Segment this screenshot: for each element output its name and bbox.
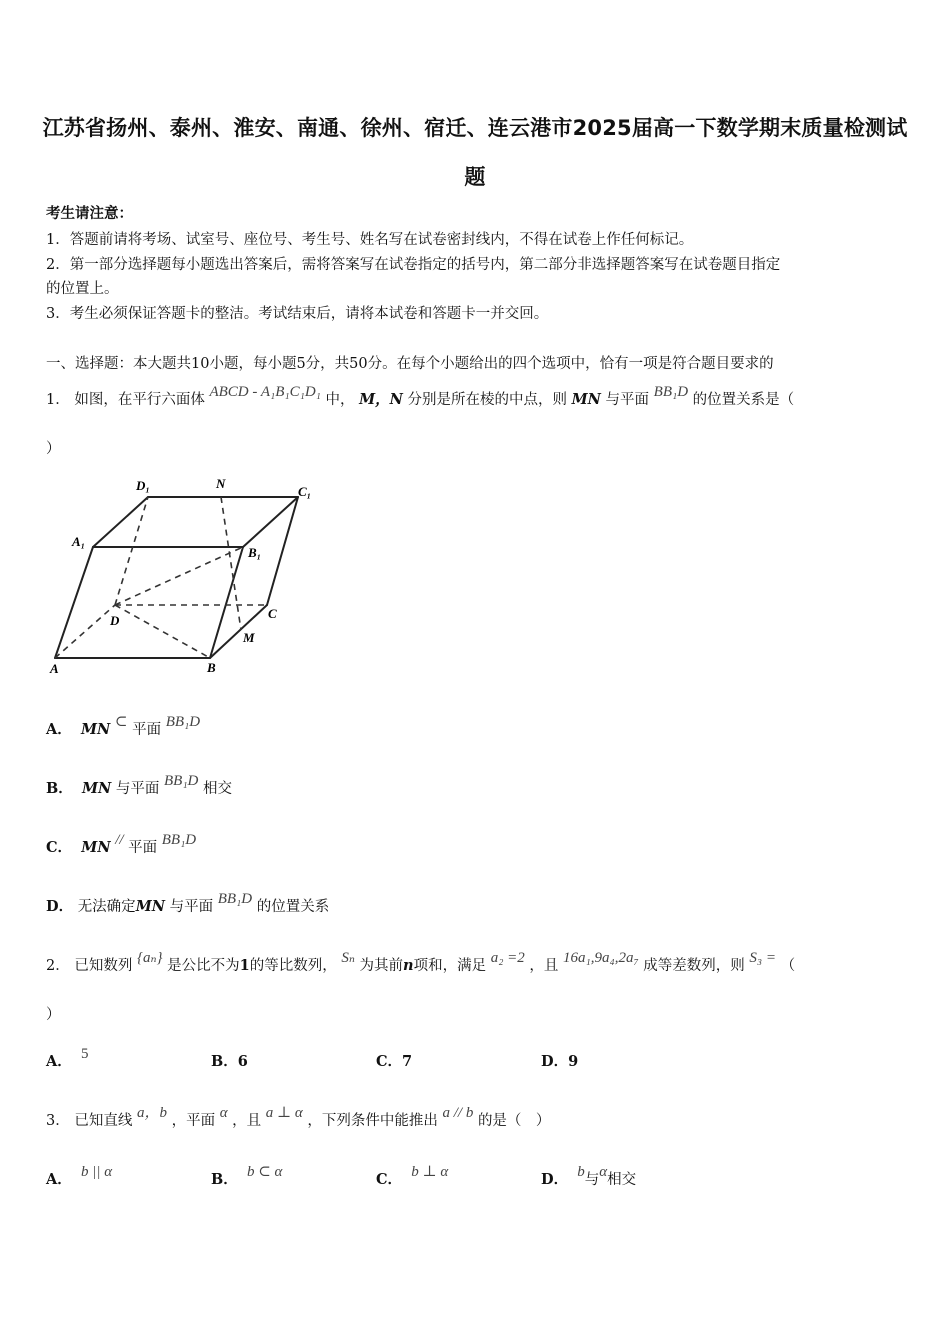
option-letter: D． bbox=[46, 898, 74, 915]
q2-math-sequence: {aₙ} bbox=[136, 950, 163, 966]
q3-option-a[interactable] bbox=[46, 1164, 113, 1189]
option-relation: ⊂ bbox=[114, 714, 128, 730]
q2-text: 为其前 bbox=[359, 958, 404, 974]
q3-math-lines: a，b bbox=[136, 1105, 167, 1121]
q1-text: M，N bbox=[359, 391, 403, 408]
q2-math-sum: Sₙ bbox=[341, 950, 355, 966]
option-value: 7 bbox=[402, 1053, 413, 1070]
label-M: M bbox=[243, 630, 255, 645]
label-A: A bbox=[50, 661, 59, 676]
q1-option-d[interactable] bbox=[46, 891, 330, 916]
q1-text: 与平面 bbox=[605, 392, 650, 408]
label-C: C bbox=[268, 606, 277, 621]
parallelepiped-figure bbox=[40, 470, 330, 680]
q2-text: ，且 bbox=[529, 958, 559, 974]
q2-text: 的等比数列， bbox=[249, 958, 337, 974]
q3-text: ，平面 bbox=[171, 1113, 216, 1129]
q2-option-c[interactable] bbox=[376, 1050, 412, 1071]
label-N: N bbox=[216, 476, 226, 491]
option-letter: B． bbox=[46, 780, 73, 797]
q2-text: 成等差数列，则 bbox=[643, 958, 745, 974]
option-letter: D． bbox=[541, 1171, 569, 1188]
option-letter: C． bbox=[46, 839, 73, 856]
q3-option-c[interactable] bbox=[376, 1164, 449, 1189]
q1-stem bbox=[46, 384, 795, 409]
q3-text: 的是（ ） bbox=[477, 1113, 551, 1129]
q3-option-b[interactable] bbox=[211, 1164, 283, 1189]
option-text: 平面 bbox=[132, 722, 162, 738]
option-math: b ⊥ α bbox=[411, 1164, 449, 1180]
option-text: 无法确定 bbox=[77, 899, 136, 915]
option-tail: 相交 bbox=[203, 781, 232, 797]
option-text: 与平面 bbox=[169, 899, 214, 915]
option-letter: A． bbox=[46, 721, 72, 738]
option-relation: // bbox=[115, 832, 124, 848]
q2-close-paren: ） bbox=[46, 1007, 61, 1023]
option-value: 5 bbox=[80, 1046, 89, 1062]
doc-title-line2: 题 bbox=[464, 165, 486, 189]
label-D1: D₁ bbox=[136, 478, 150, 493]
option-plane: BB₁D bbox=[161, 832, 197, 848]
q2-option-b[interactable] bbox=[211, 1050, 248, 1071]
q3-math-plane: α bbox=[219, 1105, 228, 1121]
q1-option-a[interactable] bbox=[46, 714, 201, 739]
q1-option-c[interactable] bbox=[46, 832, 197, 857]
q1-math-prism: ABCD - A₁B₁C₁D₁ bbox=[209, 384, 321, 400]
option-letter: B． bbox=[211, 1171, 238, 1188]
q2-text: 1 bbox=[239, 957, 250, 974]
option-letter: B． bbox=[211, 1053, 238, 1070]
option-math: α bbox=[599, 1164, 608, 1180]
label-C1: C₁ bbox=[298, 484, 312, 499]
q2-text: 是公比不为 bbox=[167, 958, 240, 974]
notice-item: 1．答题前请将考场、试室号、座位号、考生号、姓名写在试卷密封线内，不得在试卷上作任何标记。 bbox=[46, 232, 694, 248]
option-text: 与 bbox=[584, 1172, 600, 1188]
q2-math-terms: 16a₁,9a₄,2a₇ bbox=[563, 950, 639, 966]
notice-item: 2．第一部分选择题每小题选出答案后，需将答案写在试卷指定的括号内，第二部分非选择题答案写在试卷题目指定 bbox=[46, 257, 781, 273]
notice-header: 考生请注意： bbox=[46, 205, 133, 222]
q1-text: 分别是所在棱的中点，则 bbox=[407, 392, 568, 408]
option-tail: 相交 bbox=[607, 1172, 637, 1188]
q3-text: ，下列条件中能推出 bbox=[307, 1113, 438, 1129]
q2-stem bbox=[46, 950, 796, 975]
option-letter: C． bbox=[376, 1171, 403, 1188]
option-text: 平面 bbox=[128, 840, 158, 856]
q3-option-d[interactable] bbox=[541, 1164, 637, 1189]
q3-math-parallel: a // b bbox=[442, 1105, 474, 1121]
label-A1: A₁ bbox=[72, 534, 86, 549]
q3-math-perp: a ⊥ α bbox=[265, 1105, 303, 1121]
option-letter: A． bbox=[46, 1171, 72, 1188]
q1-text: MN bbox=[571, 391, 601, 408]
option-mn: MN bbox=[80, 721, 111, 738]
q2-number: 2． bbox=[46, 958, 70, 974]
q2-text: （ bbox=[780, 958, 796, 974]
q3-stem bbox=[46, 1105, 551, 1130]
option-letter: D． bbox=[541, 1053, 569, 1070]
option-text: 与平面 bbox=[115, 781, 160, 797]
label-B1: B₁ bbox=[248, 545, 262, 560]
q3-text: 已知直线 bbox=[74, 1113, 133, 1129]
q1-text: 中， bbox=[325, 392, 355, 408]
option-tail: 的位置关系 bbox=[256, 899, 330, 915]
q2-text: 项和，满足 bbox=[413, 958, 487, 974]
section-header: 一、选择题：本大题共10小题，每小题5分，共50分。在每个小题给出的四个选项中，恰有一项是符合题目要求的 bbox=[46, 356, 774, 372]
option-math: b ⊂ α bbox=[246, 1164, 283, 1180]
q2-math-s3: S₃ = bbox=[749, 950, 776, 966]
option-plane: BB₁D bbox=[164, 773, 199, 789]
option-plane: BB₁D bbox=[165, 714, 201, 730]
q1-math-plane: BB₁D bbox=[653, 384, 689, 400]
label-B: B bbox=[207, 660, 216, 675]
q2-text: n bbox=[403, 957, 414, 974]
option-letter: C． bbox=[376, 1053, 403, 1070]
doc-title-line1: 江苏省扬州、泰州、淮安、南通、徐州、宿迁、连云港市2025届高一下数学期末质量检测试 bbox=[42, 116, 908, 140]
q1-number: 1． bbox=[46, 392, 70, 408]
q2-option-d[interactable] bbox=[541, 1050, 578, 1071]
q2-option-a[interactable] bbox=[46, 1046, 89, 1071]
notice-item: 3．考生必须保证答题卡的整洁。考试结束后，请将本试卷和答题卡一并交回。 bbox=[46, 306, 549, 322]
q1-option-b[interactable] bbox=[46, 773, 232, 798]
option-plane: BB₁D bbox=[217, 891, 253, 907]
notice-item: 的位置上。 bbox=[46, 281, 119, 297]
q3-number: 3． bbox=[46, 1113, 70, 1129]
option-value: 6 bbox=[237, 1053, 248, 1070]
label-D: D bbox=[110, 613, 120, 628]
option-value: 9 bbox=[568, 1053, 579, 1070]
option-math: b || α bbox=[80, 1164, 113, 1180]
option-letter: A． bbox=[46, 1053, 72, 1070]
q2-math-a2: a₂ =2 bbox=[490, 950, 525, 966]
option-math: b bbox=[577, 1164, 585, 1180]
q3-text: ，且 bbox=[232, 1113, 262, 1129]
q2-text: 已知数列 bbox=[74, 958, 133, 974]
option-mn: MN bbox=[135, 898, 165, 915]
q1-text: 如图，在平行六面体 bbox=[74, 392, 205, 408]
option-mn: MN bbox=[81, 839, 111, 856]
q1-close-paren: ） bbox=[46, 441, 61, 457]
option-mn: MN bbox=[81, 780, 112, 797]
q1-text: 的位置关系是（ bbox=[692, 392, 795, 408]
